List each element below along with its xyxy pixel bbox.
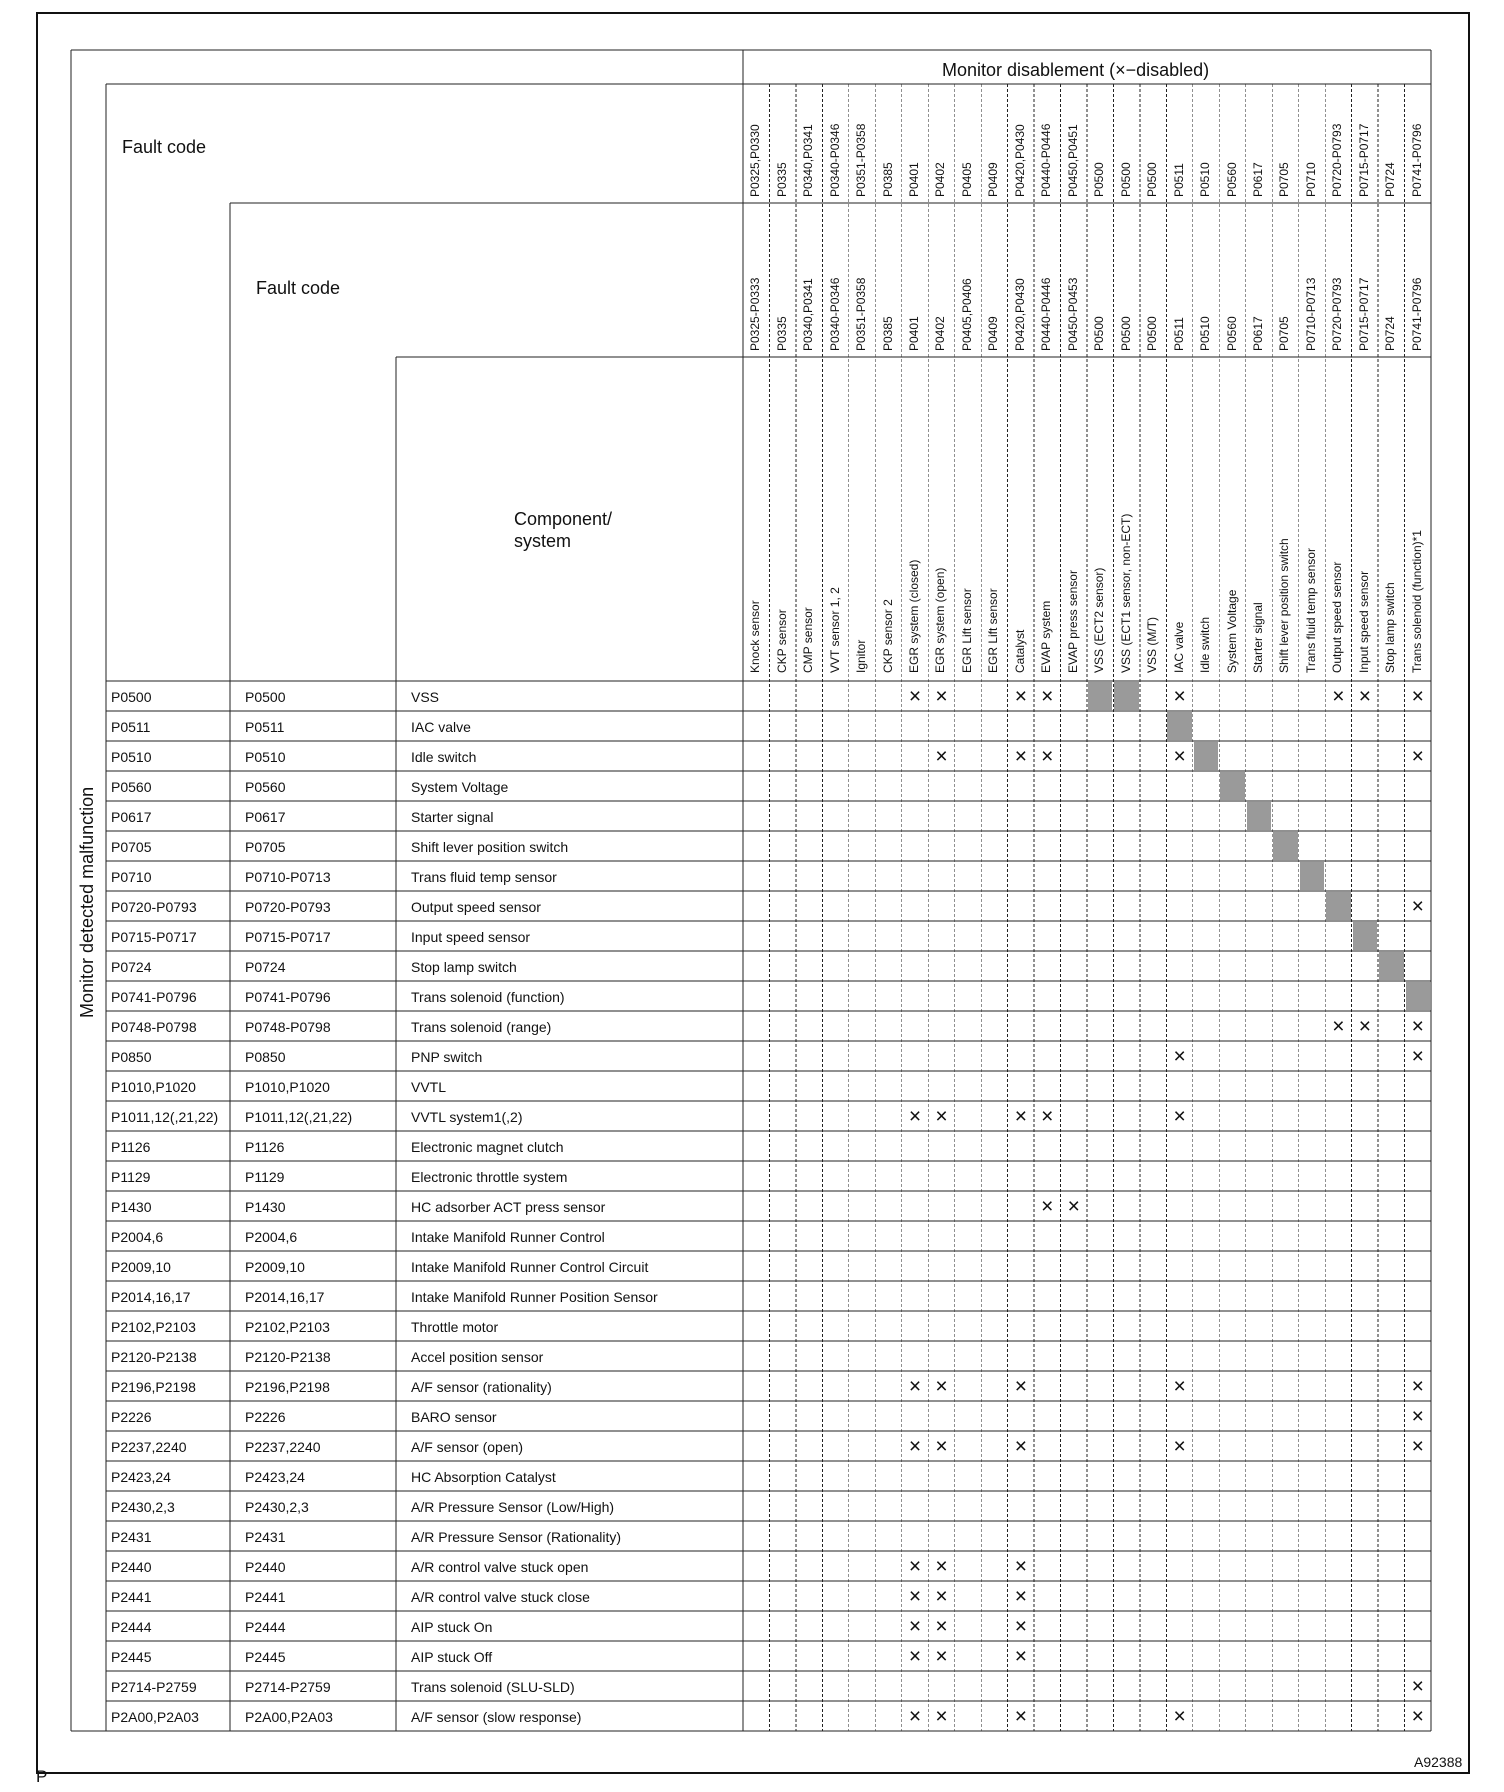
- disabled-mark: ×: [1358, 1015, 1371, 1038]
- column-code-2: P0385: [880, 316, 895, 351]
- row-code-2: P2102,P2103: [245, 1319, 330, 1335]
- column-component: System Voltage: [1224, 589, 1239, 673]
- column-code-1: P0340-P0346: [827, 123, 842, 197]
- disabled-mark: ×: [935, 1645, 948, 1668]
- row-component: Shift lever position switch: [411, 839, 569, 855]
- column-code-1: P0500: [1145, 162, 1160, 197]
- row-code-1: P0617: [111, 809, 152, 825]
- diagonal-shade: [1273, 832, 1297, 860]
- row-code-1: P0748-P0798: [111, 1019, 197, 1035]
- column-component: EGR Lift sensor: [959, 588, 974, 673]
- row-component: Stop lamp switch: [411, 959, 517, 975]
- row-component: AIP stuck Off: [411, 1649, 493, 1665]
- diagonal-shade: [1194, 742, 1218, 770]
- disabled-mark: ×: [908, 1435, 922, 1458]
- row-code-2: P2226: [245, 1409, 286, 1425]
- row-component: Intake Manifold Runner Position Sensor: [411, 1289, 658, 1305]
- page-marker: P: [36, 1767, 48, 1786]
- column-code-2: P0409: [986, 316, 1001, 351]
- disabled-mark: ×: [1014, 1705, 1027, 1728]
- row-code-2: P2445: [245, 1649, 286, 1665]
- disabled-mark: ×: [1041, 745, 1054, 768]
- disabled-mark: ×: [1014, 685, 1027, 708]
- row-code-2: P0850: [245, 1049, 286, 1065]
- row-component: Idle switch: [411, 749, 477, 765]
- row-component: Throttle motor: [411, 1319, 499, 1335]
- row-code-1: P2444: [111, 1619, 152, 1635]
- row-component: VSS: [411, 689, 440, 705]
- diagonal-shade: [1379, 952, 1403, 980]
- disabled-mark: ×: [1173, 1045, 1186, 1068]
- column-code-2: P0500: [1118, 316, 1133, 351]
- column-code-2: P0420,P0430: [1012, 278, 1027, 351]
- row-code-1: P0511: [111, 719, 151, 735]
- row-code-1: P0720-P0793: [111, 899, 197, 915]
- column-code-2: P0340-P0346: [827, 277, 842, 351]
- row-code-1: P1129: [111, 1169, 151, 1185]
- row-component: HC adsorber ACT press sensor: [411, 1199, 606, 1215]
- diagonal-shade: [1353, 922, 1377, 950]
- column-code-1: P0450,P0451: [1065, 124, 1080, 197]
- row-component: VVTL system1(,2): [411, 1109, 523, 1125]
- column-code-2: P0560: [1224, 316, 1239, 351]
- column-code-1: P0325,P0330: [748, 124, 763, 197]
- column-code-2: P0715-P0717: [1356, 277, 1371, 351]
- row-code-2: P2237,2240: [245, 1439, 321, 1455]
- disabled-mark: ×: [1014, 1435, 1027, 1458]
- row-code-1: P2A00,P2A03: [111, 1709, 199, 1725]
- row-code-1: P2102,P2103: [111, 1319, 196, 1335]
- row-code-2: P2A00,P2A03: [245, 1709, 333, 1725]
- figure-id: A92388: [1414, 1754, 1463, 1770]
- column-code-1: P0715-P0717: [1356, 123, 1371, 197]
- diagonal-shade: [1406, 982, 1430, 1010]
- row-code-2: P2014,16,17: [245, 1289, 325, 1305]
- disabled-mark: ×: [1332, 1015, 1345, 1038]
- row-code-2: P1126: [245, 1139, 285, 1155]
- disabled-mark: ×: [1041, 1105, 1054, 1128]
- disabled-mark: ×: [1411, 745, 1424, 768]
- column-code-1: P0440-P0446: [1039, 123, 1054, 197]
- row-component: Trans solenoid (SLU-SLD): [411, 1679, 575, 1695]
- column-component: Shift lever position switch: [1277, 538, 1292, 673]
- disabled-mark: ×: [935, 1375, 948, 1398]
- column-component: VSS (M/T): [1145, 617, 1160, 673]
- row-code-1: P0715-P0717: [111, 929, 197, 945]
- column-component: Trans fluid temp sensor: [1303, 548, 1318, 673]
- row-code-1: P0510: [111, 749, 152, 765]
- row-code-1: P2004,6: [111, 1229, 164, 1245]
- disabled-mark: ×: [908, 1105, 922, 1128]
- row-code-2: P0741-P0796: [245, 989, 331, 1005]
- diagonal-shade: [1220, 772, 1244, 800]
- row-component: A/R control valve stuck close: [411, 1589, 590, 1605]
- diagonal-shade: [1088, 682, 1112, 710]
- disabled-mark: ×: [935, 745, 948, 768]
- column-code-1: P0500: [1118, 162, 1133, 197]
- column-code-1: P0710: [1303, 162, 1318, 197]
- diagonal-shade: [1167, 712, 1191, 740]
- row-component: A/F sensor (rationality): [411, 1379, 552, 1395]
- row-code-2: P0560: [245, 779, 286, 795]
- disabled-mark: ×: [1411, 1375, 1424, 1398]
- row-code-1: P0705: [111, 839, 152, 855]
- disabled-mark: ×: [1014, 1375, 1027, 1398]
- column-component: VSS (ECT2 sensor): [1092, 567, 1107, 673]
- column-code-2: P0724: [1383, 316, 1398, 351]
- disabled-mark: ×: [1067, 1195, 1080, 1218]
- column-code-2: P0741-P0796: [1409, 277, 1424, 351]
- row-code-1: P1010,P1020: [111, 1079, 196, 1095]
- disabled-mark: ×: [1014, 1585, 1027, 1608]
- column-code-2: P0705: [1277, 316, 1292, 351]
- disabled-mark: ×: [1014, 1645, 1027, 1668]
- row-component: A/F sensor (slow response): [411, 1709, 582, 1725]
- disabled-mark: ×: [1173, 1375, 1186, 1398]
- row-code-2: P2009,10: [245, 1259, 305, 1275]
- disabled-mark: ×: [1411, 1435, 1424, 1458]
- row-code-1: P0741-P0796: [111, 989, 197, 1005]
- row-component: Input speed sensor: [411, 929, 531, 945]
- row-code-2: P2004,6: [245, 1229, 298, 1245]
- row-code-1: P0560: [111, 779, 152, 795]
- row-component: Intake Manifold Runner Control: [411, 1229, 605, 1245]
- row-code-2: P0705: [245, 839, 286, 855]
- column-component: VVT sensor 1, 2: [827, 587, 842, 673]
- disabled-mark: ×: [1014, 1555, 1027, 1578]
- disabled-mark: ×: [1014, 745, 1027, 768]
- column-component: EVAP press sensor: [1065, 570, 1080, 673]
- row-code-2: P1430: [245, 1199, 286, 1215]
- row-code-2: P2196,P2198: [245, 1379, 330, 1395]
- row-code-1: P1011,12(,21,22): [111, 1109, 219, 1125]
- row-code-1: P0724: [111, 959, 152, 975]
- row-code-1: P2014,16,17: [111, 1289, 191, 1305]
- disabled-mark: ×: [908, 1375, 922, 1398]
- row-code-2: P0510: [245, 749, 286, 765]
- disabled-mark: ×: [935, 1615, 948, 1638]
- row-code-2: P0710-P0713: [245, 869, 331, 885]
- disabled-mark: ×: [1411, 1045, 1424, 1068]
- row-code-1: P2009,10: [111, 1259, 171, 1275]
- disabled-mark: ×: [935, 1585, 948, 1608]
- component-system-header: Component/ system: [514, 509, 613, 551]
- column-component: VSS (ECT1 sensor, non-ECT): [1118, 513, 1133, 673]
- column-component: Ignitor: [854, 639, 869, 673]
- column-code-1: P0617: [1251, 162, 1265, 197]
- disabled-mark: ×: [1173, 1435, 1186, 1458]
- row-code-2: P2444: [245, 1619, 286, 1635]
- column-code-1: P0340,P0341: [801, 124, 816, 197]
- row-component: Electronic magnet clutch: [411, 1139, 564, 1155]
- column-code-2: P0510: [1198, 316, 1213, 351]
- column-code-2: P0325-P0333: [748, 277, 763, 351]
- column-code-1: P0420,P0430: [1012, 124, 1027, 197]
- column-code-1: P0401: [907, 162, 921, 197]
- row-code-1: P2237,2240: [111, 1439, 187, 1455]
- row-component: Starter signal: [411, 809, 494, 825]
- row-code-2: P0748-P0798: [245, 1019, 331, 1035]
- row-component: VVTL: [411, 1079, 447, 1095]
- disabled-mark: ×: [908, 1555, 922, 1578]
- row-component: Accel position sensor: [411, 1349, 544, 1365]
- disabled-mark: ×: [1173, 1105, 1186, 1128]
- column-code-2: P0720-P0793: [1330, 277, 1345, 351]
- column-code-1: P0560: [1224, 162, 1239, 197]
- disabled-mark: ×: [908, 1705, 922, 1728]
- disabled-mark: ×: [1411, 1405, 1424, 1428]
- row-code-1: P0500: [111, 689, 152, 705]
- row-component: PNP switch: [411, 1049, 483, 1065]
- column-code-1: P0510: [1198, 162, 1213, 197]
- row-code-2: P2714-P2759: [245, 1679, 331, 1695]
- row-code-1: P2445: [111, 1649, 152, 1665]
- disabled-mark: ×: [1411, 685, 1424, 708]
- row-code-1: P0850: [111, 1049, 152, 1065]
- column-code-2: P0401: [907, 316, 921, 351]
- column-component: Idle switch: [1198, 616, 1213, 673]
- row-code-2: P2120-P2138: [245, 1349, 331, 1365]
- diagonal-shade: [1300, 862, 1324, 890]
- row-component: Output speed sensor: [411, 899, 541, 915]
- column-code-2: P0351-P0358: [854, 277, 869, 351]
- column-code-1: P0500: [1092, 162, 1107, 197]
- disabled-mark: ×: [1173, 745, 1186, 768]
- row-component: IAC valve: [411, 719, 471, 735]
- row-code-2: P2441: [245, 1589, 286, 1605]
- row-code-2: P2430,2,3: [245, 1499, 309, 1515]
- column-component: EGR system (open): [933, 567, 948, 673]
- diagonal-shade: [1247, 802, 1271, 830]
- disabled-mark: ×: [935, 1105, 948, 1128]
- row-code-2: P0617: [245, 809, 286, 825]
- column-code-2: P0440-P0446: [1039, 277, 1054, 351]
- row-code-1: P2440: [111, 1559, 152, 1575]
- column-code-2: P0335: [774, 316, 789, 351]
- row-code-1: P1126: [111, 1139, 151, 1155]
- column-component: Stop lamp switch: [1383, 582, 1398, 673]
- column-code-1: P0351-P0358: [854, 123, 869, 197]
- column-code-2: P0500: [1092, 316, 1107, 351]
- disabled-mark: ×: [1411, 1015, 1424, 1038]
- column-component: Output speed sensor: [1330, 561, 1345, 673]
- column-component: CKP sensor 2: [880, 599, 895, 673]
- row-code-2: P0511: [245, 719, 285, 735]
- disabled-mark: ×: [1014, 1105, 1027, 1128]
- row-code-2: P1129: [245, 1169, 285, 1185]
- row-code-2: P2423,24: [245, 1469, 305, 1485]
- column-component: EGR Lift sensor: [986, 588, 1001, 673]
- column-code-2: P0402: [933, 316, 948, 351]
- column-code-1: P0720-P0793: [1330, 123, 1345, 197]
- row-code-1: P2196,P2198: [111, 1379, 196, 1395]
- column-code-2: P0710-P0713: [1303, 277, 1318, 351]
- column-code-1: P0741-P0796: [1409, 123, 1424, 197]
- disabled-mark: ×: [908, 1645, 922, 1668]
- column-component: Catalyst: [1012, 629, 1027, 673]
- column-component: Knock sensor: [748, 600, 763, 673]
- row-code-1: P1430: [111, 1199, 152, 1215]
- column-component: Starter signal: [1251, 602, 1265, 673]
- row-code-1: P2423,24: [111, 1469, 171, 1485]
- disabled-mark: ×: [935, 1555, 948, 1578]
- row-code-1: P2431: [111, 1529, 152, 1545]
- column-component: Trans solenoid (function)*1: [1409, 530, 1424, 673]
- disabled-mark: ×: [1173, 685, 1186, 708]
- row-code-2: P2440: [245, 1559, 286, 1575]
- row-component: A/F sensor (open): [411, 1439, 524, 1455]
- row-component: AIP stuck On: [411, 1619, 493, 1635]
- monitor-detected-malfunction-label: Monitor detected malfunction: [77, 786, 97, 1018]
- row-component: Intake Manifold Runner Control Circuit: [411, 1259, 649, 1275]
- row-code-2: P1011,12(,21,22): [245, 1109, 353, 1125]
- column-code-2: P0511: [1171, 317, 1186, 351]
- disabled-mark: ×: [908, 1585, 922, 1608]
- row-code-1: P2714-P2759: [111, 1679, 197, 1695]
- row-component: Trans solenoid (function): [411, 989, 565, 1005]
- row-code-2: P0724: [245, 959, 286, 975]
- disabled-mark: ×: [935, 1705, 948, 1728]
- row-code-2: P0715-P0717: [245, 929, 331, 945]
- column-code-1: P0335: [774, 162, 789, 197]
- column-component: CKP sensor: [774, 609, 789, 673]
- diagonal-shade: [1114, 682, 1138, 710]
- fault-code-header-1: Fault code: [122, 137, 207, 157]
- row-code-1: P2430,2,3: [111, 1499, 175, 1515]
- column-code-1: P0511: [1171, 163, 1186, 197]
- disabled-mark: ×: [1173, 1705, 1186, 1728]
- column-code-1: P0705: [1277, 162, 1292, 197]
- row-component: A/R Pressure Sensor (Rationality): [411, 1529, 622, 1545]
- column-code-2: P0450-P0453: [1065, 277, 1080, 351]
- row-component: Trans fluid temp sensor: [411, 869, 557, 885]
- disabled-mark: ×: [1332, 685, 1345, 708]
- row-component: System Voltage: [411, 779, 509, 795]
- column-component: IAC valve: [1171, 621, 1186, 673]
- disabled-mark: ×: [908, 1615, 922, 1638]
- column-component: EVAP system: [1039, 600, 1054, 673]
- row-code-1: P2226: [111, 1409, 152, 1425]
- column-component: EGR system (closed): [907, 559, 921, 673]
- row-component: A/R Pressure Sensor (Low/High): [411, 1499, 615, 1515]
- diagonal-shade: [1326, 892, 1350, 920]
- monitor-disablement-title: Monitor disablement (×−disabled): [942, 60, 1210, 80]
- row-code-1: P0710: [111, 869, 152, 885]
- row-code-2: P0500: [245, 689, 286, 705]
- disabled-mark: ×: [908, 685, 922, 708]
- row-component: A/R control valve stuck open: [411, 1559, 589, 1575]
- column-code-1: P0405: [959, 162, 974, 197]
- column-code-1: P0724: [1383, 162, 1398, 197]
- row-component: Electronic throttle system: [411, 1169, 568, 1185]
- column-component: CMP sensor: [801, 607, 816, 673]
- row-code-2: P1010,P1020: [245, 1079, 330, 1095]
- disabled-mark: ×: [1041, 1195, 1054, 1218]
- disabled-mark: ×: [935, 685, 948, 708]
- column-code-1: P0409: [986, 162, 1001, 197]
- row-component: BARO sensor: [411, 1409, 497, 1425]
- row-component: Trans solenoid (range): [411, 1019, 552, 1035]
- column-code-1: P0402: [933, 162, 948, 197]
- row-component: HC Absorption Catalyst: [411, 1469, 556, 1485]
- column-code-2: P0405,P0406: [959, 278, 974, 351]
- row-code-2: P2431: [245, 1529, 286, 1545]
- disabled-mark: ×: [935, 1435, 948, 1458]
- row-code-1: P2441: [111, 1589, 152, 1605]
- column-code-2: P0340,P0341: [801, 278, 816, 351]
- column-code-1: P0385: [880, 162, 895, 197]
- column-code-2: P0500: [1145, 316, 1160, 351]
- column-code-2: P0617: [1251, 316, 1265, 351]
- disabled-mark: ×: [1014, 1615, 1027, 1638]
- disabled-mark: ×: [1411, 1705, 1424, 1728]
- column-component: Input speed sensor: [1356, 570, 1371, 673]
- disabled-mark: ×: [1411, 1675, 1424, 1698]
- disabled-mark: ×: [1411, 895, 1424, 918]
- row-code-2: P0720-P0793: [245, 899, 331, 915]
- disabled-mark: ×: [1358, 685, 1371, 708]
- fault-code-header-2: Fault code: [256, 278, 341, 298]
- disabled-mark: ×: [1041, 685, 1054, 708]
- row-code-1: P2120-P2138: [111, 1349, 197, 1365]
